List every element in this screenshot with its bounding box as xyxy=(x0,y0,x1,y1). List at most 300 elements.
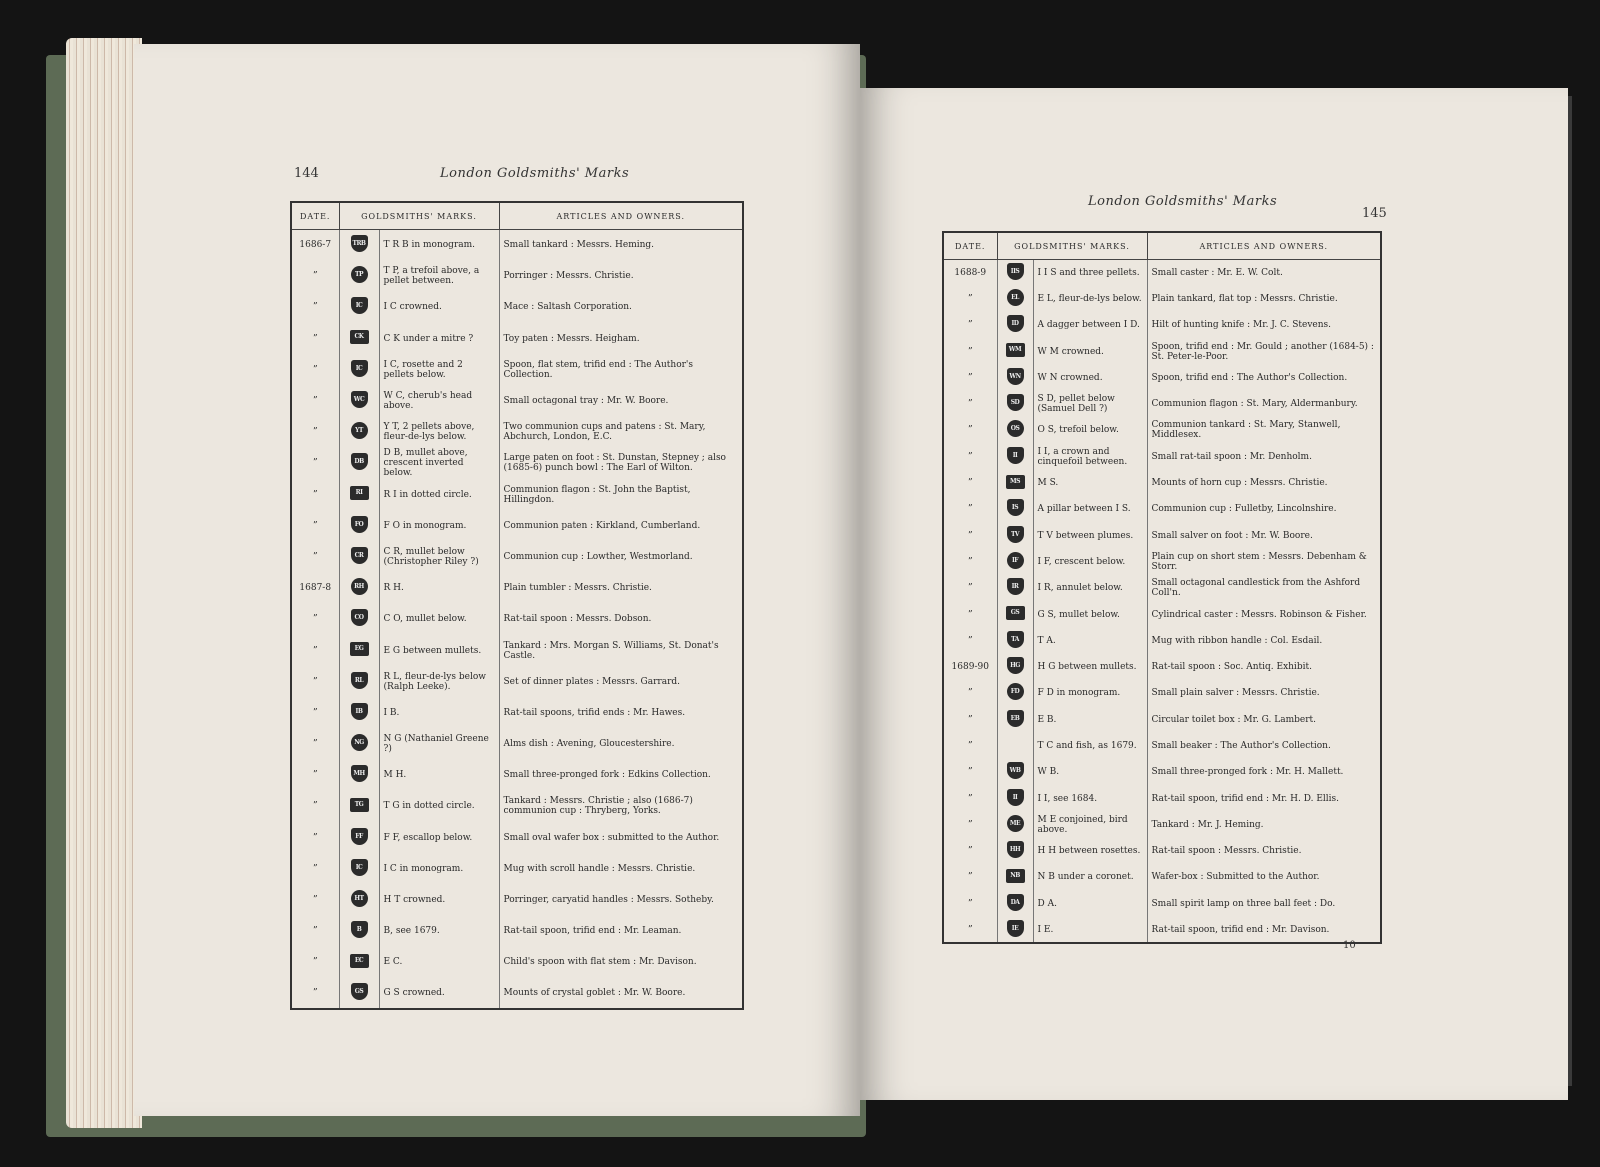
row-date: ” xyxy=(291,916,339,947)
row-article-owner: Communion tankard : St. Mary, Stanwell, Middlesex. xyxy=(1151,420,1341,441)
row-date: ” xyxy=(943,864,997,890)
row-article-owner: Porringer : Messrs. Christie. xyxy=(503,271,634,282)
left-page xyxy=(134,44,860,1116)
row-mark xyxy=(997,391,1033,417)
table-row xyxy=(943,444,1381,470)
row-mark xyxy=(997,417,1033,443)
hallmark-icon: WN xyxy=(1007,368,1024,385)
row-mark xyxy=(339,884,379,915)
hallmark-icon: YT xyxy=(351,422,368,439)
hallmark-icon: NB xyxy=(1006,869,1025,883)
hallmark-icon: ID xyxy=(1007,315,1024,332)
header-date: DATE. xyxy=(291,202,339,230)
row-article-owner: Small octagonal tray : Mr. W. Boore. xyxy=(503,396,669,407)
table-row xyxy=(943,312,1381,338)
row-date: 1687-8 xyxy=(291,573,339,604)
row-mark-description: T R B in monogram. xyxy=(379,230,499,261)
row-mark-description: H T crowned. xyxy=(379,884,499,915)
table-row xyxy=(291,822,743,853)
header-marks: GOLDSMITHS' MARKS. xyxy=(997,232,1147,260)
header-marks: GOLDSMITHS' MARKS. xyxy=(339,202,499,230)
running-title-left: London Goldsmiths' Marks xyxy=(440,166,630,181)
table-row xyxy=(291,479,743,510)
hallmark-icon: II xyxy=(1007,447,1024,464)
hallmark-icon: NG xyxy=(351,734,368,751)
hallmark-icon: CR xyxy=(351,547,368,564)
row-article-owner: Child's spoon with flat stem : Mr. Davison. xyxy=(503,957,697,968)
header-date: DATE. xyxy=(943,232,997,260)
hallmark-icon: IB xyxy=(351,703,368,720)
row-article-owner: Rat-tail spoon, trifid end : Mr. Davison. xyxy=(1151,924,1330,935)
hallmark-icon: IIS xyxy=(1007,263,1024,280)
table-row xyxy=(943,680,1381,706)
row-mark-description: M S. xyxy=(1033,470,1147,496)
row-date: ” xyxy=(943,417,997,443)
row-mark-description: T A. xyxy=(1033,628,1147,654)
row-article-owner: Communion cup : Lowther, Westmorland. xyxy=(503,551,693,562)
row-mark-description: E B. xyxy=(1033,707,1147,733)
row-mark xyxy=(339,261,379,292)
row-date: ” xyxy=(943,286,997,312)
row-date: ” xyxy=(291,510,339,541)
hallmark-icon: EL xyxy=(1007,289,1024,306)
hallmark-icon: EC xyxy=(350,954,369,968)
row-article-owner: Communion cup : Fulletby, Lincolnshire. xyxy=(1151,504,1337,515)
row-mark-description: G S, mullet below. xyxy=(1033,601,1147,627)
table-row xyxy=(291,729,743,760)
row-article-owner: Mace : Saltash Corporation. xyxy=(503,302,632,313)
row-mark-description: C O, mullet below. xyxy=(379,604,499,635)
table-row xyxy=(943,286,1381,312)
hallmark-icon: EG xyxy=(350,642,369,656)
table-header xyxy=(291,202,743,230)
row-mark-description: C K under a mitre ? xyxy=(379,323,499,354)
table-row xyxy=(943,260,1381,286)
hallmark-icon: EB xyxy=(1007,710,1024,727)
row-date: ” xyxy=(291,417,339,448)
row-date: ” xyxy=(291,479,339,510)
row-mark xyxy=(997,891,1033,917)
table-row xyxy=(291,884,743,915)
row-mark-description: H G between mullets. xyxy=(1033,654,1147,680)
page-number-right: 145 xyxy=(1362,206,1387,221)
row-mark-description: E G between mullets. xyxy=(379,635,499,666)
row-mark xyxy=(997,759,1033,785)
row-date: ” xyxy=(291,729,339,760)
row-date: ” xyxy=(943,549,997,575)
row-mark-description: I I, see 1684. xyxy=(1033,785,1147,811)
row-date: ” xyxy=(291,635,339,666)
row-mark xyxy=(339,292,379,323)
row-date: ” xyxy=(291,261,339,292)
row-mark-description: S D, pellet below (Samuel Dell ?) xyxy=(1033,391,1147,417)
row-article-owner: Mug with scroll handle : Messrs. Christie. xyxy=(503,863,696,874)
row-date: ” xyxy=(291,697,339,728)
row-mark xyxy=(339,323,379,354)
row-mark xyxy=(997,864,1033,890)
row-date: ” xyxy=(291,947,339,978)
row-mark xyxy=(339,604,379,635)
row-date: 1689-90 xyxy=(943,654,997,680)
hallmark-icon: DB xyxy=(351,453,368,470)
row-date: ” xyxy=(943,812,997,838)
hallmark-icon: CK xyxy=(350,330,369,344)
row-mark-description: I I S and three pellets. xyxy=(1033,260,1147,286)
row-mark xyxy=(997,365,1033,391)
hallmark-icon: WC xyxy=(351,391,368,408)
right-page xyxy=(860,88,1568,1100)
row-mark xyxy=(339,510,379,541)
table-row xyxy=(943,391,1381,417)
row-article-owner: Hilt of hunting knife : Mr. J. C. Stevens. xyxy=(1151,320,1331,331)
row-article-owner: Circular toilet box : Mr. G. Lambert. xyxy=(1151,714,1317,725)
row-article-owner: Communion flagon : St. Mary, Aldermanbury. xyxy=(1151,399,1358,410)
table-row xyxy=(291,791,743,822)
row-mark-description: M E conjoined, bird above. xyxy=(1033,812,1147,838)
table-row xyxy=(291,947,743,978)
table-row xyxy=(943,785,1381,811)
hallmark-icon: II xyxy=(1007,789,1024,806)
row-article-owner: Alms dish : Avening, Gloucestershire. xyxy=(503,739,675,750)
row-mark xyxy=(339,541,379,572)
row-mark-description: I F, crescent below. xyxy=(1033,549,1147,575)
row-mark-description: I B. xyxy=(379,697,499,728)
row-article-owner: Rat-tail spoons, trifid ends : Mr. Hawes. xyxy=(503,707,686,718)
table-row xyxy=(943,759,1381,785)
table-row xyxy=(943,891,1381,917)
row-mark xyxy=(997,444,1033,470)
row-mark-description: I C, rosette and 2 pellets below. xyxy=(379,354,499,385)
row-mark-description: A dagger between I D. xyxy=(1033,312,1147,338)
row-mark xyxy=(339,385,379,416)
row-mark xyxy=(997,917,1033,943)
row-article-owner: Toy paten : Messrs. Heigham. xyxy=(503,333,640,344)
row-date: ” xyxy=(943,470,997,496)
row-article-owner: Plain tumbler : Messrs. Christie. xyxy=(503,583,652,594)
row-date: ” xyxy=(943,496,997,522)
table-row xyxy=(291,230,743,261)
hallmark-icon: FD xyxy=(1007,683,1024,700)
row-date: ” xyxy=(943,575,997,601)
row-article-owner: Spoon, trifid end : The Author's Collection. xyxy=(1151,372,1348,383)
hallmark-icon: WB xyxy=(1007,762,1024,779)
row-mark xyxy=(339,853,379,884)
row-article-owner: Spoon, flat stem, trifid end : The Author's Collection. xyxy=(503,359,694,380)
row-mark-description: W C, cherub's head above. xyxy=(379,385,499,416)
table-row xyxy=(291,417,743,448)
row-mark-description: T C and fish, as 1679. xyxy=(1033,733,1147,759)
hallmark-icon: TV xyxy=(1007,526,1024,543)
hallmark-icon: WM xyxy=(1006,343,1025,357)
row-article-owner: Wafer-box : Submitted to the Author. xyxy=(1151,872,1320,883)
table-row xyxy=(291,760,743,791)
row-article-owner: Small three-pronged fork : Edkins Collection. xyxy=(503,770,711,781)
row-mark-description: R L, fleur-de-lys below (Ralph Leeke). xyxy=(379,666,499,697)
row-mark xyxy=(339,230,379,261)
row-date: ” xyxy=(291,385,339,416)
row-date: ” xyxy=(943,391,997,417)
row-article-owner: Set of dinner plates : Messrs. Garrard. xyxy=(503,676,680,687)
row-mark-description: F F, escallop below. xyxy=(379,822,499,853)
row-mark xyxy=(339,760,379,791)
table-row xyxy=(943,575,1381,601)
running-title-right: London Goldsmiths' Marks xyxy=(1088,194,1278,209)
row-date: ” xyxy=(943,785,997,811)
row-date: 1686-7 xyxy=(291,230,339,261)
row-mark xyxy=(997,812,1033,838)
row-mark xyxy=(997,707,1033,733)
row-mark xyxy=(997,260,1033,286)
row-mark xyxy=(339,822,379,853)
row-date: ” xyxy=(291,760,339,791)
hallmark-icon: RI xyxy=(350,486,369,500)
marks-table-right xyxy=(942,231,1382,944)
row-date: ” xyxy=(943,680,997,706)
hallmark-icon: TA xyxy=(1007,631,1024,648)
row-article-owner: Communion flagon : St. John the Baptist, Hillingdon. xyxy=(503,484,691,505)
row-date: ” xyxy=(943,444,997,470)
row-date: ” xyxy=(943,365,997,391)
row-article-owner: Small rat-tail spoon : Mr. Denholm. xyxy=(1151,451,1312,462)
folio-signature: 10 xyxy=(1343,940,1356,951)
row-mark-description: C R, mullet below (Christopher Riley ?) xyxy=(379,541,499,572)
row-mark-description: I I, a crown and cinquefoil between. xyxy=(1033,444,1147,470)
hallmark-icon: IS xyxy=(1007,499,1024,516)
row-mark xyxy=(339,417,379,448)
row-article-owner: Tankard : Mr. J. Heming. xyxy=(1151,819,1264,830)
row-date: ” xyxy=(943,312,997,338)
hallmark-icon: HT xyxy=(351,890,368,907)
row-article-owner: Small three-pronged fork : Mr. H. Mallett. xyxy=(1151,767,1344,778)
hallmark-icon: IC xyxy=(351,859,368,876)
hallmark-icon: SD xyxy=(1007,394,1024,411)
hallmark-icon: FF xyxy=(351,828,368,845)
table-row xyxy=(943,654,1381,680)
row-mark xyxy=(997,785,1033,811)
row-date: ” xyxy=(291,853,339,884)
table-row xyxy=(291,541,743,572)
hallmark-icon: B xyxy=(351,921,368,938)
row-article-owner: Tankard : Messrs. Christie ; also (1686-7) communion cup : Thryberg, Yorks. xyxy=(503,796,693,817)
row-date: ” xyxy=(291,354,339,385)
row-article-owner: Small tankard : Messrs. Heming. xyxy=(503,240,655,251)
row-article-owner: Tankard : Mrs. Morgan S. Williams, St. Donat's Castle. xyxy=(503,640,719,661)
table-row xyxy=(291,573,743,604)
table-row xyxy=(943,917,1381,943)
row-mark-description: H H between rosettes. xyxy=(1033,838,1147,864)
row-mark-description: T G in dotted circle. xyxy=(379,791,499,822)
row-mark-description: G S crowned. xyxy=(379,978,499,1009)
row-mark xyxy=(997,628,1033,654)
hallmark-icon: TP xyxy=(351,266,368,283)
table-row xyxy=(943,601,1381,627)
row-mark xyxy=(997,838,1033,864)
row-article-owner: Rat-tail spoon : Soc. Antiq. Exhibit. xyxy=(1151,662,1312,673)
row-mark-description: R H. xyxy=(379,573,499,604)
row-mark xyxy=(997,286,1033,312)
hallmark-icon: TRB xyxy=(351,235,368,252)
row-article-owner: Mounts of crystal goblet : Mr. W. Boore. xyxy=(503,988,686,999)
row-date: ” xyxy=(291,666,339,697)
row-article-owner: Small oval wafer box : submitted to the Author. xyxy=(503,832,720,843)
row-article-owner: Cylindrical caster : Messrs. Robinson & Fisher. xyxy=(1151,609,1367,620)
row-mark xyxy=(997,496,1033,522)
row-date: ” xyxy=(291,884,339,915)
row-article-owner: Small beaker : The Author's Collection. xyxy=(1151,740,1331,751)
hallmark-icon: IF xyxy=(1007,552,1024,569)
row-mark-description: N B under a coronet. xyxy=(1033,864,1147,890)
row-article-owner: Mug with ribbon handle : Col. Esdail. xyxy=(1151,635,1323,646)
table-row xyxy=(291,666,743,697)
row-date: ” xyxy=(943,338,997,364)
header-articles: ARTICLES AND OWNERS. xyxy=(1147,232,1381,260)
row-mark-description: E L, fleur-de-lys below. xyxy=(1033,286,1147,312)
table-row xyxy=(291,916,743,947)
row-mark-description: W M crowned. xyxy=(1033,338,1147,364)
row-date: ” xyxy=(291,978,339,1009)
hallmark-icon: TG xyxy=(350,798,369,812)
row-article-owner: Plain tankard, flat top : Messrs. Christie. xyxy=(1151,293,1338,304)
table-row xyxy=(291,448,743,479)
row-mark-description: W B. xyxy=(1033,759,1147,785)
row-article-owner: Spoon, trifid end : Mr. Gould ; another (1684-5) : St. Peter-le-Poor. xyxy=(1151,341,1374,362)
row-article-owner: Plain cup on short stem : Messrs. Debenham & Storr. xyxy=(1151,551,1367,572)
table-row xyxy=(943,864,1381,890)
row-date: ” xyxy=(943,917,997,943)
hallmark-icon: RH xyxy=(351,578,368,595)
table-row xyxy=(943,417,1381,443)
table-row xyxy=(943,812,1381,838)
row-date: ” xyxy=(943,733,997,759)
row-date: ” xyxy=(291,604,339,635)
row-date: ” xyxy=(943,601,997,627)
row-article-owner: Rat-tail spoon, trifid end : Mr. H. D. Ellis. xyxy=(1151,793,1340,804)
hallmark-icon: DA xyxy=(1007,894,1024,911)
table-row xyxy=(943,365,1381,391)
row-mark-description: F D in monogram. xyxy=(1033,680,1147,706)
row-mark xyxy=(997,338,1033,364)
row-mark xyxy=(339,916,379,947)
table-row xyxy=(291,323,743,354)
hallmark-icon: CO xyxy=(351,609,368,626)
hallmark-icon: IC xyxy=(351,297,368,314)
table-row xyxy=(291,604,743,635)
table-row xyxy=(943,549,1381,575)
row-mark xyxy=(997,680,1033,706)
row-date: 1688-9 xyxy=(943,260,997,286)
row-mark xyxy=(339,448,379,479)
row-date: ” xyxy=(943,522,997,548)
header-articles: ARTICLES AND OWNERS. xyxy=(499,202,743,230)
row-mark xyxy=(339,729,379,760)
table-row xyxy=(291,261,743,292)
row-date: ” xyxy=(291,791,339,822)
hallmark-icon: MS xyxy=(1006,475,1025,489)
page-edges xyxy=(66,38,142,1128)
row-date: ” xyxy=(943,891,997,917)
row-date: ” xyxy=(943,628,997,654)
row-mark-description: D A. xyxy=(1033,891,1147,917)
row-mark xyxy=(339,791,379,822)
row-article-owner: Communion paten : Kirkland, Cumberland. xyxy=(503,520,701,531)
row-article-owner: Small salver on foot : Mr. W. Boore. xyxy=(1151,530,1313,541)
row-mark xyxy=(997,654,1033,680)
table-row xyxy=(291,635,743,666)
hallmark-icon: HG xyxy=(1007,657,1024,674)
table-row xyxy=(291,385,743,416)
row-date: ” xyxy=(291,541,339,572)
row-date: ” xyxy=(943,707,997,733)
hallmark-icon: IR xyxy=(1007,578,1024,595)
table-row xyxy=(291,510,743,541)
row-mark xyxy=(339,697,379,728)
table-row xyxy=(291,978,743,1009)
row-mark-description: I C crowned. xyxy=(379,292,499,323)
table-row xyxy=(291,354,743,385)
row-article-owner: Rat-tail spoon : Messrs. Christie. xyxy=(1151,846,1302,857)
row-mark xyxy=(339,354,379,385)
row-mark xyxy=(997,312,1033,338)
row-mark xyxy=(339,635,379,666)
row-mark-description: D B, mullet above, crescent inverted below. xyxy=(379,448,499,479)
row-article-owner: Rat-tail spoon : Messrs. Dobson. xyxy=(503,614,652,625)
hallmark-icon: RL xyxy=(351,672,368,689)
hallmark-icon: IC xyxy=(351,360,368,377)
table-row xyxy=(943,838,1381,864)
row-mark-description: I R, annulet below. xyxy=(1033,575,1147,601)
row-mark xyxy=(339,978,379,1009)
table-row xyxy=(943,628,1381,654)
row-mark xyxy=(997,470,1033,496)
row-mark xyxy=(339,947,379,978)
hallmark-icon: IE xyxy=(1007,920,1024,937)
row-mark-description: T P, a trefoil above, a pellet between. xyxy=(379,261,499,292)
row-mark-description: I E. xyxy=(1033,917,1147,943)
row-mark-description: N G (Nathaniel Greene ?) xyxy=(379,729,499,760)
hallmark-icon: GS xyxy=(1006,606,1025,620)
row-mark-description: Y T, 2 pellets above, fleur-de-lys below. xyxy=(379,417,499,448)
row-article-owner: Porringer, caryatid handles : Messrs. Sotheby. xyxy=(503,895,714,906)
row-mark-description: E C. xyxy=(379,947,499,978)
table-row xyxy=(943,338,1381,364)
hallmark-icon: FO xyxy=(351,516,368,533)
table-row xyxy=(291,292,743,323)
row-mark xyxy=(997,522,1033,548)
row-mark-description: F O in monogram. xyxy=(379,510,499,541)
row-article-owner: Mounts of horn cup : Messrs. Christie. xyxy=(1151,478,1328,489)
row-mark-description: T V between plumes. xyxy=(1033,522,1147,548)
table-row xyxy=(943,733,1381,759)
row-date: ” xyxy=(943,838,997,864)
row-mark xyxy=(997,733,1033,759)
row-mark-description: A pillar between I S. xyxy=(1033,496,1147,522)
table-header xyxy=(943,232,1381,260)
row-date: ” xyxy=(291,822,339,853)
row-mark xyxy=(339,573,379,604)
row-article-owner: Two communion cups and patens : St. Mary, Abchurch, London, E.C. xyxy=(503,422,706,443)
row-mark-description: B, see 1679. xyxy=(379,916,499,947)
row-mark xyxy=(997,575,1033,601)
row-date: ” xyxy=(291,448,339,479)
table-row xyxy=(943,707,1381,733)
row-date: ” xyxy=(291,323,339,354)
row-article-owner: Small octagonal candlestick from the Ashford Coll'n. xyxy=(1151,578,1361,599)
hallmark-icon: HH xyxy=(1007,841,1024,858)
row-mark xyxy=(339,479,379,510)
row-article-owner: Small spirit lamp on three ball feet : Do. xyxy=(1151,898,1336,909)
row-article-owner: Small caster : Mr. E. W. Colt. xyxy=(1151,267,1283,278)
row-article-owner: Large paten on foot : St. Dunstan, Stepney ; also (1685-6) punch bowl : The Earl of Wilton. xyxy=(503,453,726,474)
